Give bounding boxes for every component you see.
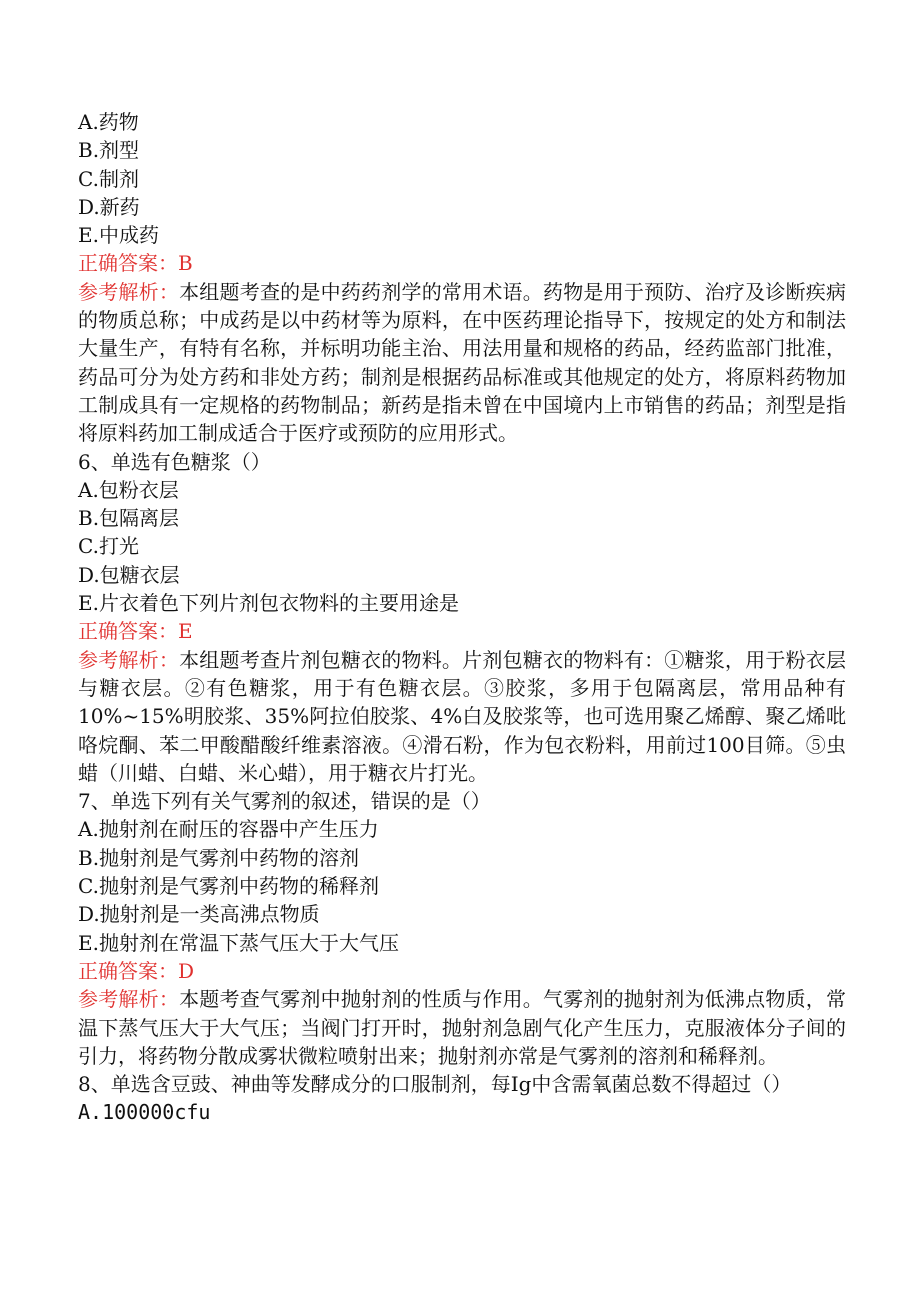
question-title: 7、单选下列有关气雾剂的叙述，错误的是（）	[78, 789, 491, 814]
document-content	[78, 108, 846, 1127]
option-b: B.包隔离层	[78, 506, 180, 531]
correct-answer	[78, 249, 846, 277]
question-8-block	[78, 1070, 846, 1127]
option-c: C.制剂	[78, 166, 139, 191]
analysis-text: 本题考查气雾剂中抛射剂的性质与作用。气雾剂的抛射剂为低沸点物质，常温下蒸气压大于大气压；当阀门打开时，抛射剂急剧气化产生压力，克服液体分子间的引力，将药物分散成雾状微粒喷射出来；抛射剂亦常是气雾剂的溶剂和稀释剂。	[78, 987, 847, 1068]
analysis-label: 参考解析：	[78, 987, 180, 1012]
question-title: 8、单选含豆豉、神曲等发酵成分的口服制剂，每Ig中含需氧菌总数不得超过（）	[78, 1072, 792, 1097]
analysis	[78, 278, 846, 448]
option-a: A.药物	[78, 110, 139, 134]
option-e: E.片衣着色下列片剂包衣物料的主要用途是	[78, 591, 459, 616]
answer-value: B	[178, 251, 193, 276]
analysis	[78, 985, 846, 1070]
analysis-text: 本组题考查片剂包糖衣的物料。片剂包糖衣的物料有：①糖浆，用于粉衣层与糖衣层。②有色糖浆，用于有色糖衣层。③胶浆，多用于包隔离层，常用品种有10%~15%明胶浆、35%阿拉伯胶浆、4%白及胶浆等，也可选用聚乙烯醇、聚乙烯吡咯烷酮、苯二甲酸醋酸纤维素溶液。④滑石粉，作为包衣粉料，用前过100目筛。⑤虫蜡（川蜡、白蜡、米心蜡），用于糖衣片打光。	[78, 647, 847, 785]
option-c: C.抛射剂是气雾剂中药物的稀释剂	[78, 874, 379, 899]
answer-value: D	[178, 958, 195, 983]
correct-answer	[78, 957, 846, 985]
option-b: B.抛射剂是气雾剂中药物的溶剂	[78, 845, 360, 870]
option-a: A.抛射剂在耐压的容器中产生压力	[78, 817, 379, 842]
question-title: 6、单选有色糖浆（）	[78, 449, 271, 474]
option-a: A.包粉衣层	[78, 477, 179, 502]
question-5-block	[78, 108, 846, 448]
answer-label: 正确答案：	[78, 251, 178, 276]
option-a: A.100000cfu	[78, 1100, 211, 1125]
option-d: D.包糖衣层	[78, 562, 180, 587]
option-b: B.剂型	[78, 138, 140, 163]
analysis-label: 参考解析：	[78, 279, 180, 304]
option-e: E.抛射剂在常温下蒸气压大于大气压	[78, 930, 399, 955]
answer-label: 正确答案：	[78, 958, 178, 983]
answer-label: 正确答案：	[78, 619, 178, 644]
option-d: D.新药	[78, 194, 140, 219]
option-c: C.打光	[78, 534, 139, 559]
analysis-label: 参考解析：	[78, 647, 180, 672]
analysis-text: 本组题考查的是中药药剂学的常用术语。药物是用于预防、治疗及诊断疾病的物质总称；中成药是以中药材等为原料，在中医药理论指导下，按规定的处方和制法大量生产，有特有名称，并标明功能主治、用法用量和规格的药品，经药监部门批准，药品可分为处方药和非处方药；制剂是根据药品标准或其他规定的处方，将原料药物加工制成具有一定规格的药物制品；新药是指未曾在中国境内上市销售的药品；剂型是指将原料药加工制成适合于医疗或预防的应用形式。	[78, 279, 847, 446]
option-d: D.抛射剂是一类高沸点物质	[78, 902, 320, 927]
question-7-block	[78, 787, 846, 1070]
analysis	[78, 646, 846, 787]
answer-value: E	[178, 619, 193, 644]
correct-answer	[78, 617, 846, 645]
option-e: E.中成药	[78, 223, 159, 248]
question-6-block	[78, 448, 846, 788]
